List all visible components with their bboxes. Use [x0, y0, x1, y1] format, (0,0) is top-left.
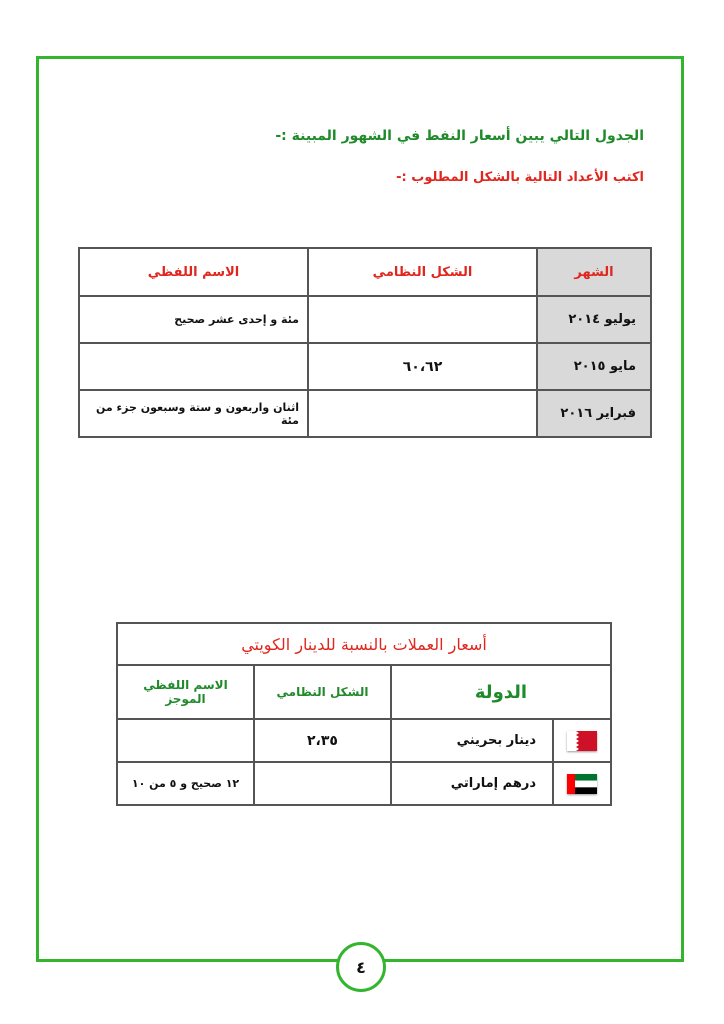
currency-rates-table: [116, 622, 612, 806]
uae-flag-icon: [567, 774, 597, 794]
table-header-row: [79, 248, 651, 296]
verbal-cell: اثنان واربعون و ستة وسبعون جزء من مئة: [79, 390, 308, 437]
month-cell: يوليو ٢٠١٤: [537, 296, 651, 343]
country-header: الدولة: [391, 665, 611, 719]
numeric-input-cell[interactable]: [308, 390, 537, 437]
table-row: [79, 343, 651, 390]
numeric-form-header: الشكل النظامي: [254, 665, 391, 719]
currency-name-cell: دينار بحريني: [391, 719, 553, 762]
bahrain-flag-icon: [567, 731, 597, 751]
table-row: [79, 390, 651, 437]
verbal-short-header: الاسم اللفظي الموجز: [117, 665, 254, 719]
month-header: الشهر: [537, 248, 651, 296]
page-frame: [36, 56, 684, 962]
table-row: [117, 762, 611, 805]
month-cell: مايو ٢٠١٥: [537, 343, 651, 390]
verbal-name-header: الاسم اللفظي: [79, 248, 308, 296]
numeric-input-cell[interactable]: [254, 762, 391, 805]
table-header-row: [117, 665, 611, 719]
instruction-heading: اكتب الأعداد التالية بالشكل المطلوب :-: [396, 170, 644, 185]
currency-table-title: أسعار العملات بالنسبة للدينار الكويتي: [117, 623, 611, 665]
oil-table-heading: الجدول التالي يبين أسعار النفط في الشهور المبينة :-: [275, 128, 644, 144]
verbal-input-cell[interactable]: [117, 719, 254, 762]
verbal-cell: مئة و إحدى عشر صحيح: [79, 296, 308, 343]
table-row: [117, 719, 611, 762]
flag-cell: [553, 762, 611, 805]
oil-prices-table: [78, 247, 652, 438]
currency-name-cell: درهم إماراتي: [391, 762, 553, 805]
table-row: [79, 296, 651, 343]
verbal-input-cell[interactable]: [79, 343, 308, 390]
flag-cell: [553, 719, 611, 762]
numeric-cell: ٦٠،٦٢: [308, 343, 537, 390]
numeric-form-header: الشكل النظامي: [308, 248, 537, 296]
month-cell: فبراير ٢٠١٦: [537, 390, 651, 437]
numeric-input-cell[interactable]: [308, 296, 537, 343]
verbal-cell: ١٢ صحيح و ٥ من ١٠: [117, 762, 254, 805]
numeric-cell: ٢،٣٥: [254, 719, 391, 762]
page-number: ٤: [336, 942, 386, 992]
